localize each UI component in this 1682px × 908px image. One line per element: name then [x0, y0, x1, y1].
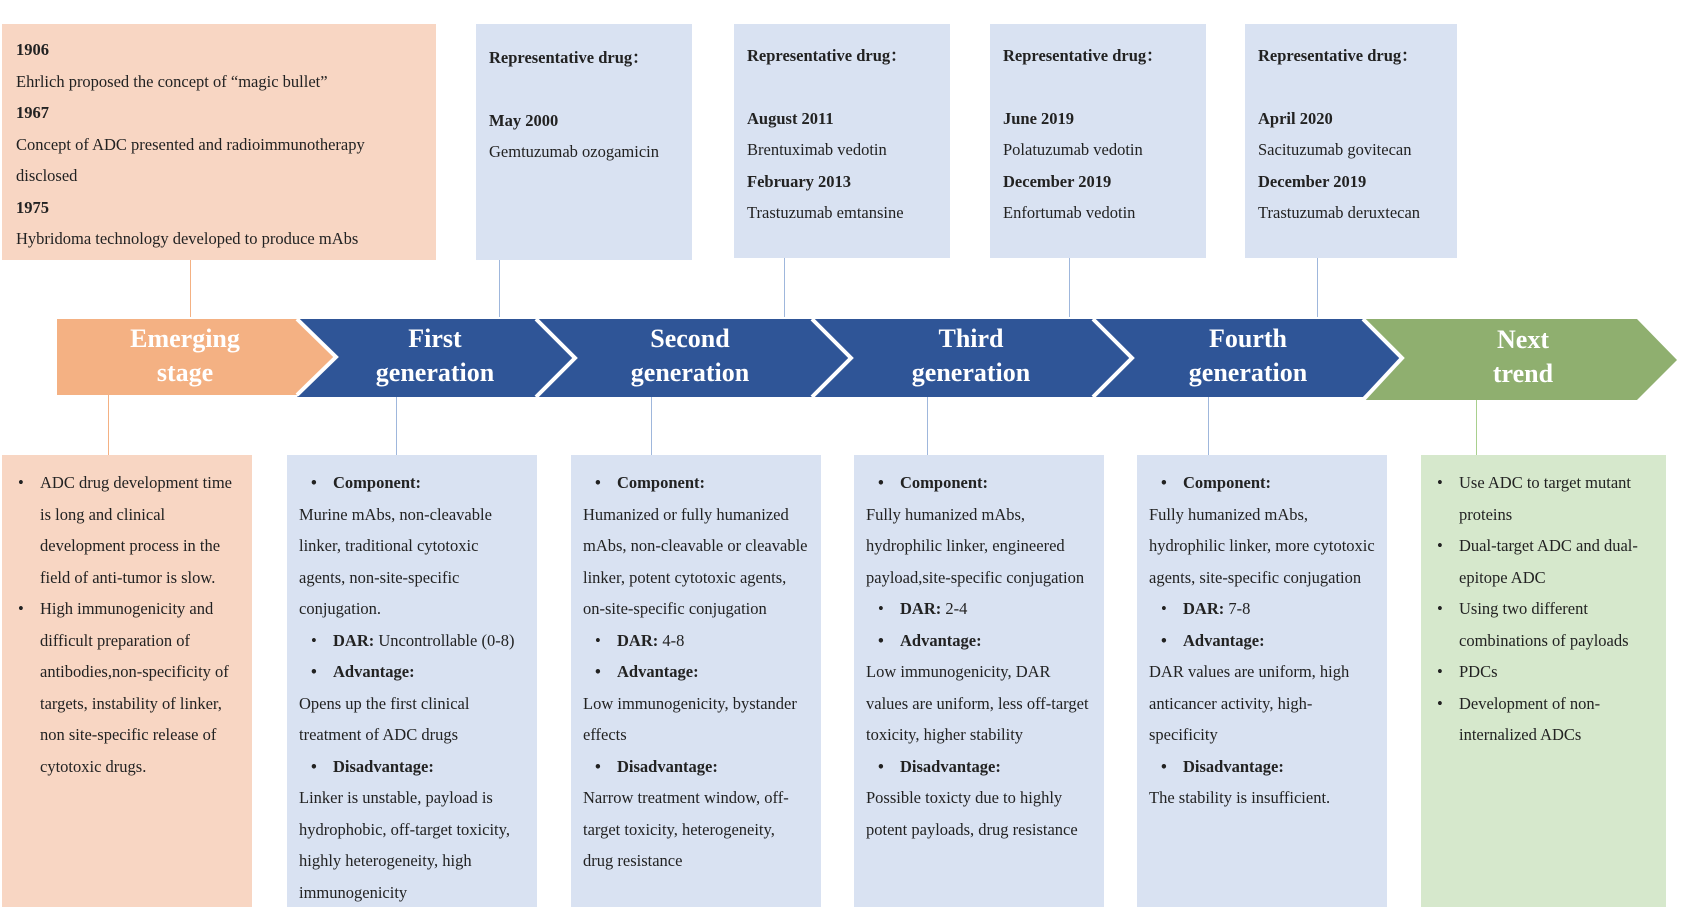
disadvantage-label: • Disadvantage: [299, 751, 525, 783]
rep-drug: Trastuzumab emtansine [747, 203, 904, 222]
year-1967: 1967 [16, 103, 49, 122]
rep-date: February 2013 [747, 171, 852, 191]
stage-label-fourth: Fourth generation [1188, 324, 1308, 387]
history-text: Concept of ADC presented and radioimmunotherapy disclosed [16, 134, 365, 185]
stage-label-next: Next trend [1492, 325, 1554, 388]
advantage-text: Opens up the first clinical treatment of ADC drugs [299, 693, 470, 744]
advantage-text: Low immunogenicity, bystander effects [583, 693, 797, 744]
history-text: Ehrlich proposed the concept of “magic bullet” [16, 71, 328, 91]
advantage-text: Low immunogenicity, DAR values are uniform, less off-target toxicity, higher stability [866, 662, 1089, 744]
stage-label-second: Second generation [630, 324, 750, 387]
disadvantage-text: Possible toxicty due to highly potent payloads, drug resistance [866, 788, 1078, 839]
stage-label-first: First generation [375, 324, 495, 387]
dar-row: • DAR: 4-8 [583, 625, 809, 657]
list-item: • Dual-target ADC and dual-epitope ADC [1435, 530, 1652, 593]
next-trend-details [1421, 455, 1666, 907]
list-item: • High immunogenicity and difficult preparation of antibodies,non-specificity of targets, instability of linker, non site-specific release of cytotoxic drugs. [16, 593, 238, 782]
dar-row: • DAR: Uncontrollable (0-8) [299, 625, 525, 657]
rep-date: December 2019 [1003, 171, 1112, 191]
component-label: • Component: [583, 467, 809, 499]
advantage-label: • Advantage: [866, 625, 1092, 657]
list-item: • ADC drug development time is long and clinical development process in the field of anti-tumor is slow. [16, 467, 238, 593]
component-text: Fully humanized mAbs, hydrophilic linker, more cytotoxic agents, site-specific conjugation [1149, 504, 1375, 587]
disadvantage-text: Narrow treatment window, off-target toxicity, heterogeneity, drug resistance [583, 788, 789, 870]
disadvantage-label: • Disadvantage: [866, 751, 1092, 783]
component-text: Humanized or fully humanized mAbs, non-cleavable or cleavable linker, potent cytotoxic agents, on-site-specific conjugation [583, 504, 808, 618]
stage-label-emerging: Emerging stage [130, 324, 240, 387]
dar-row: • DAR: 2-4 [866, 593, 1092, 625]
list-item: • Use ADC to target mutant proteins [1435, 467, 1652, 530]
component-label: • Component: [1149, 467, 1375, 499]
rep-drug: Polatuzumab vedotin [1003, 140, 1143, 159]
third-generation-details [854, 455, 1104, 907]
rep-date: December 2019 [1258, 171, 1367, 191]
rep-drug: Brentuximab vedotin [747, 140, 887, 159]
fourth-generation-details [1137, 455, 1387, 907]
advantage-label: • Advantage: [299, 656, 525, 688]
rep-date: April 2020 [1258, 108, 1333, 128]
rep-drug: Trastuzumab deruxtecan [1258, 203, 1421, 222]
disadvantage-label: • Disadvantage: [1149, 751, 1375, 783]
rep-drug: Gemtuzumab ozogamicin [489, 142, 659, 161]
disadvantage-text: The stability is insufficient. [1149, 788, 1331, 807]
year-1975: 1975 [16, 197, 49, 217]
rep-label: Representative drug： [1003, 46, 1163, 65]
rep-drug: Enfortumab vedotin [1003, 203, 1136, 222]
component-text: Fully humanized mAbs, hydrophilic linker, engineered payload,site-specific conjugation [866, 504, 1085, 587]
history-text: Hybridoma technology developed to produce mAbs [16, 229, 359, 248]
component-label: • Component: [866, 467, 1092, 499]
disadvantage-text: Linker is unstable, payload is hydrophobic, off-target toxicity, highly heterogeneity, high immunogenicity [299, 788, 510, 902]
rep-label: Representative drug： [489, 48, 649, 67]
dar-row: • DAR: 7-8 [1149, 593, 1375, 625]
emerging-details-box [2, 455, 252, 907]
advantage-text: DAR values are uniform, high anticancer activity, high-specificity [1149, 662, 1350, 744]
rep-label: Representative drug： [1258, 46, 1418, 65]
rep-drug: Sacituzumab govitecan [1258, 140, 1412, 159]
component-text: Murine mAbs, non-cleavable linker, traditional cytotoxic agents, non-site-specific conjugation. [299, 504, 492, 618]
advantage-label: • Advantage: [1149, 625, 1375, 657]
rep-date: August 2011 [747, 108, 834, 128]
rep-label: Representative drug： [747, 46, 907, 65]
list-item: • PDCs [1435, 656, 1652, 688]
second-generation-details [571, 455, 821, 907]
stage-label-third: Third generation [911, 324, 1031, 387]
year-1906: 1906 [16, 40, 49, 59]
disadvantage-label: • Disadvantage: [583, 751, 809, 783]
first-generation-details [287, 455, 537, 907]
list-item: • Development of non-internalized ADCs [1435, 688, 1652, 751]
list-item: • Using two different combinations of payloads [1435, 593, 1652, 656]
rep-date: June 2019 [1003, 108, 1075, 128]
rep-date: May 2000 [489, 110, 559, 130]
advantage-label: • Advantage: [583, 656, 809, 688]
component-label: • Component: [299, 467, 525, 499]
